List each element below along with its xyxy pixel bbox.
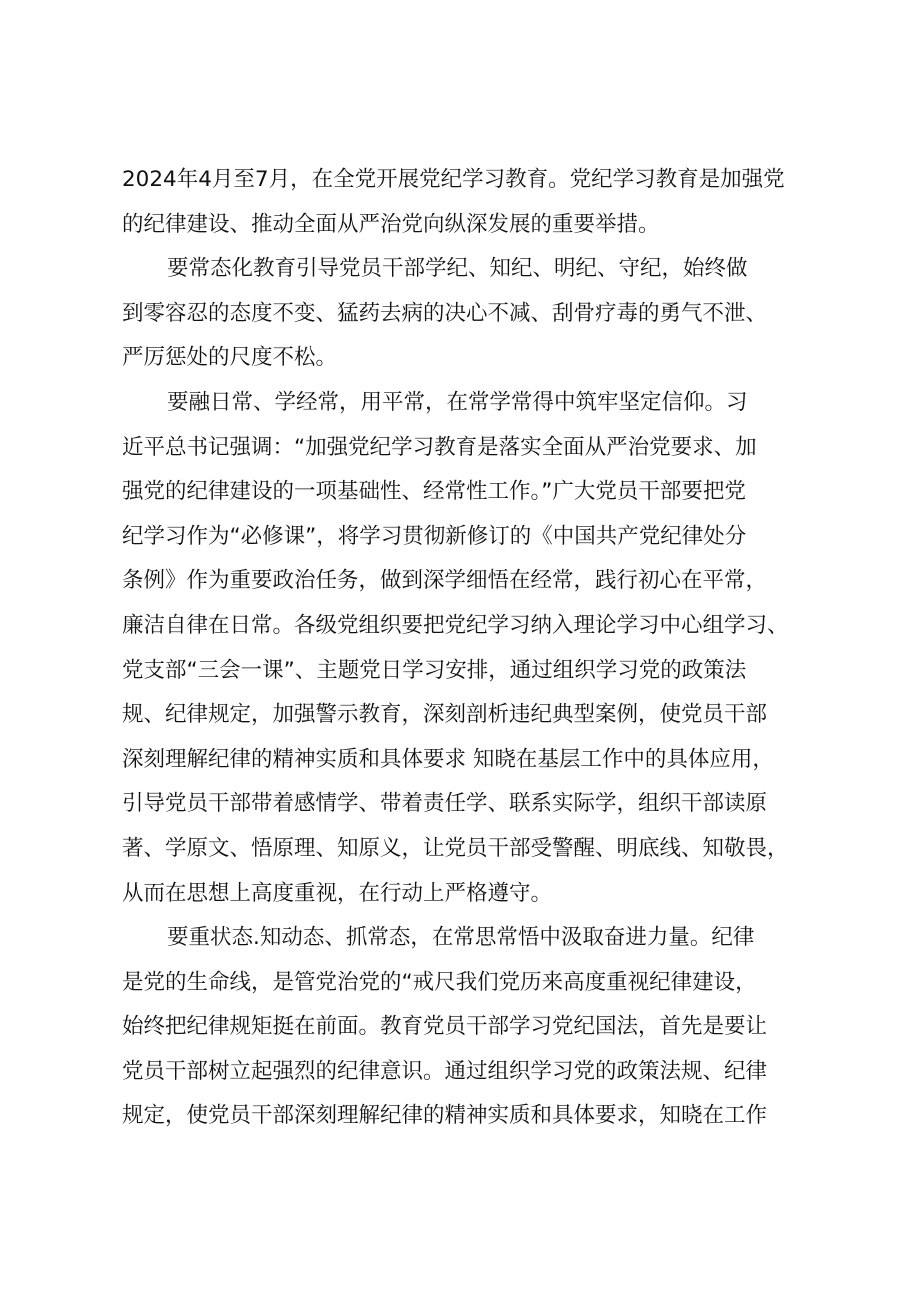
- text-line: 党支部“三会一课”、主题党日学习安排，通过组织学习党的政策法: [122, 657, 747, 683]
- text-line: 廉洁自律在日常。各级党组织要把党纪学习纳入理论学习中心组学习、: [122, 612, 789, 638]
- text-line: 引导党员干部带着感情学、带着责任学、联系实际学，组织干部读原: [122, 791, 768, 817]
- paragraph-2: [122, 247, 807, 381]
- text-line: 要融日常、学经常，用平常，在常学常得中筑牢坚定信仰。习: [167, 389, 748, 415]
- paragraph-3: [122, 381, 807, 916]
- text-line: 强党的纪律建设的一项基础性、经常性工作。”广大党员干部要把党: [122, 479, 746, 505]
- text-line: 规、纪律规定，加强警示教育，深刻剖析违纪典型案例，使党员干部: [122, 702, 768, 728]
- text-line: 严厉惩处的尺度不松。: [122, 345, 338, 371]
- text-line: 始终把纪律规矩挺在前面。教育党员干部学习党纪国法，首先是要让: [122, 1014, 768, 1040]
- text-line: 要常态化教育引导党员干部学纪、知纪、明纪、守纪，始终做: [167, 256, 748, 282]
- text-line: 从而在思想上高度重视，在行动上严格遵守。: [122, 880, 553, 906]
- text-line: 2024年4月至7月，在全党开展党纪学习教育。党纪学习教育是加强党: [122, 167, 785, 192]
- text-line: 著、学原文、悟原理、知原义，让党员干部受警醒、明底线、知敬畏，: [122, 835, 789, 861]
- text-line: 党员干部树立起强烈的纪律意识。通过组织学习党的政策法规、纪律: [122, 1058, 768, 1084]
- text-line: 近平总书记强调：“加强党纪学习教育是落实全面从严治党要求、加: [122, 434, 757, 460]
- text-line: 深刻理解纪律的精神实质和具体要求 知晓在基层工作中的具体应用，: [122, 746, 774, 772]
- paragraph-4: [122, 916, 807, 1139]
- text-line: 规定，使党员干部深刻理解纪律的精神实质和具体要求，知晓在工作: [122, 1103, 768, 1129]
- text-line: 纪学习作为“必修课”，将学习贯彻新修订的《中国共产党纪律处分: [122, 523, 747, 549]
- text-line: 到零容忍的态度不变、猛药去病的决心不减、刮骨疗毒的勇气不泄、: [122, 300, 768, 326]
- paragraph-1: [122, 158, 807, 247]
- text-line: 条例》作为重要政治任务，做到深学细悟在经常，践行初心在平常，: [122, 568, 768, 594]
- document-body: [122, 158, 807, 1139]
- text-line: 要重状态.知动态、抓常态，在常思常悟中汲取奋进力量。纪律: [167, 925, 755, 951]
- text-line: 是党的生命线，是管党治党的“戒尺我们党历来高度重视纪律建设，: [122, 969, 757, 995]
- text-line: 的纪律建设、推动全面从严治党向纵深发展的重要举措。: [122, 211, 660, 237]
